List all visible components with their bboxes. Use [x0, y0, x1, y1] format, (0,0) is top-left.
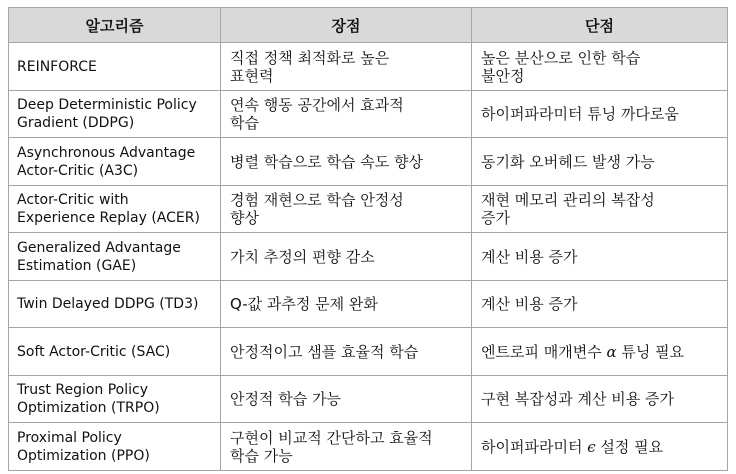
alpha-symbol: α: [606, 342, 617, 361]
table-row: [9, 138, 728, 186]
epsilon-symbol: ϵ: [587, 437, 596, 456]
table-row: [9, 233, 728, 281]
cons-text-before: 엔트로피 매개변수: [481, 342, 607, 361]
pros-cell: 직접 정책 최적화로 높은 표현력: [221, 43, 472, 91]
cons-cell: [472, 328, 728, 376]
header-cons: 단점: [472, 8, 728, 43]
table-row: [9, 376, 728, 423]
cons-cell: 계산 비용 증가: [472, 233, 728, 281]
cons-cell: [472, 423, 728, 471]
pros-cell: 안정적 학습 가능: [221, 376, 472, 423]
algorithm-cell: Proximal Policy Optimization (PPO): [9, 423, 221, 471]
algorithm-cell: Generalized Advantage Estimation (GAE): [9, 233, 221, 281]
algorithm-cell: Asynchronous Advantage Actor-Critic (A3C): [9, 138, 221, 186]
cons-cell: 구현 복잡성과 계산 비용 증가: [472, 376, 728, 423]
pros-cell: 구현이 비교적 간단하고 효율적 학습 가능: [221, 423, 472, 471]
algorithm-cell: Trust Region Policy Optimization (TRPO): [9, 376, 221, 423]
cons-cell: 높은 분산으로 인한 학습 불안정: [472, 43, 728, 91]
cons-cell: 하이퍼파라미터 튜닝 까다로움: [472, 91, 728, 138]
algorithm-cell: REINFORCE: [9, 43, 221, 91]
cons-cell: 동기화 오버헤드 발생 가능: [472, 138, 728, 186]
table-row: [9, 281, 728, 328]
table-header-row: [9, 8, 728, 43]
header-algorithm: 알고리즘: [9, 8, 221, 43]
pros-cell: 가치 추정의 편향 감소: [221, 233, 472, 281]
pros-cell: Q-값 과추정 문제 완화: [221, 281, 472, 328]
pros-cell: 연속 행동 공간에서 효과적 학습: [221, 91, 472, 138]
cons-text-after: 설정 필요: [595, 437, 664, 456]
pros-cell: 병렬 학습으로 학습 속도 향상: [221, 138, 472, 186]
cons-cell: 계산 비용 증가: [472, 281, 728, 328]
algorithm-cell: Deep Deterministic Policy Gradient (DDPG): [9, 91, 221, 138]
table-row: [9, 91, 728, 138]
algorithm-cell: Twin Delayed DDPG (TD3): [9, 281, 221, 328]
table-row: [9, 423, 728, 471]
algorithm-cell: Actor-Critic with Experience Replay (ACER): [9, 186, 221, 233]
table-row: [9, 186, 728, 233]
cons-cell: 재현 메모리 관리의 복잡성 증가: [472, 186, 728, 233]
table-row: [9, 328, 728, 376]
cons-text-before: 하이퍼파라미터: [481, 437, 588, 456]
algorithm-cell: Soft Actor-Critic (SAC): [9, 328, 221, 376]
cons-text-after: 튜닝 필요: [616, 342, 685, 361]
pros-cell: 안정적이고 샘플 효율적 학습: [221, 328, 472, 376]
table-row: [9, 43, 728, 91]
header-pros: 장점: [221, 8, 472, 43]
algorithm-comparison-table: [8, 7, 728, 471]
pros-cell: 경험 재현으로 학습 안정성 향상: [221, 186, 472, 233]
